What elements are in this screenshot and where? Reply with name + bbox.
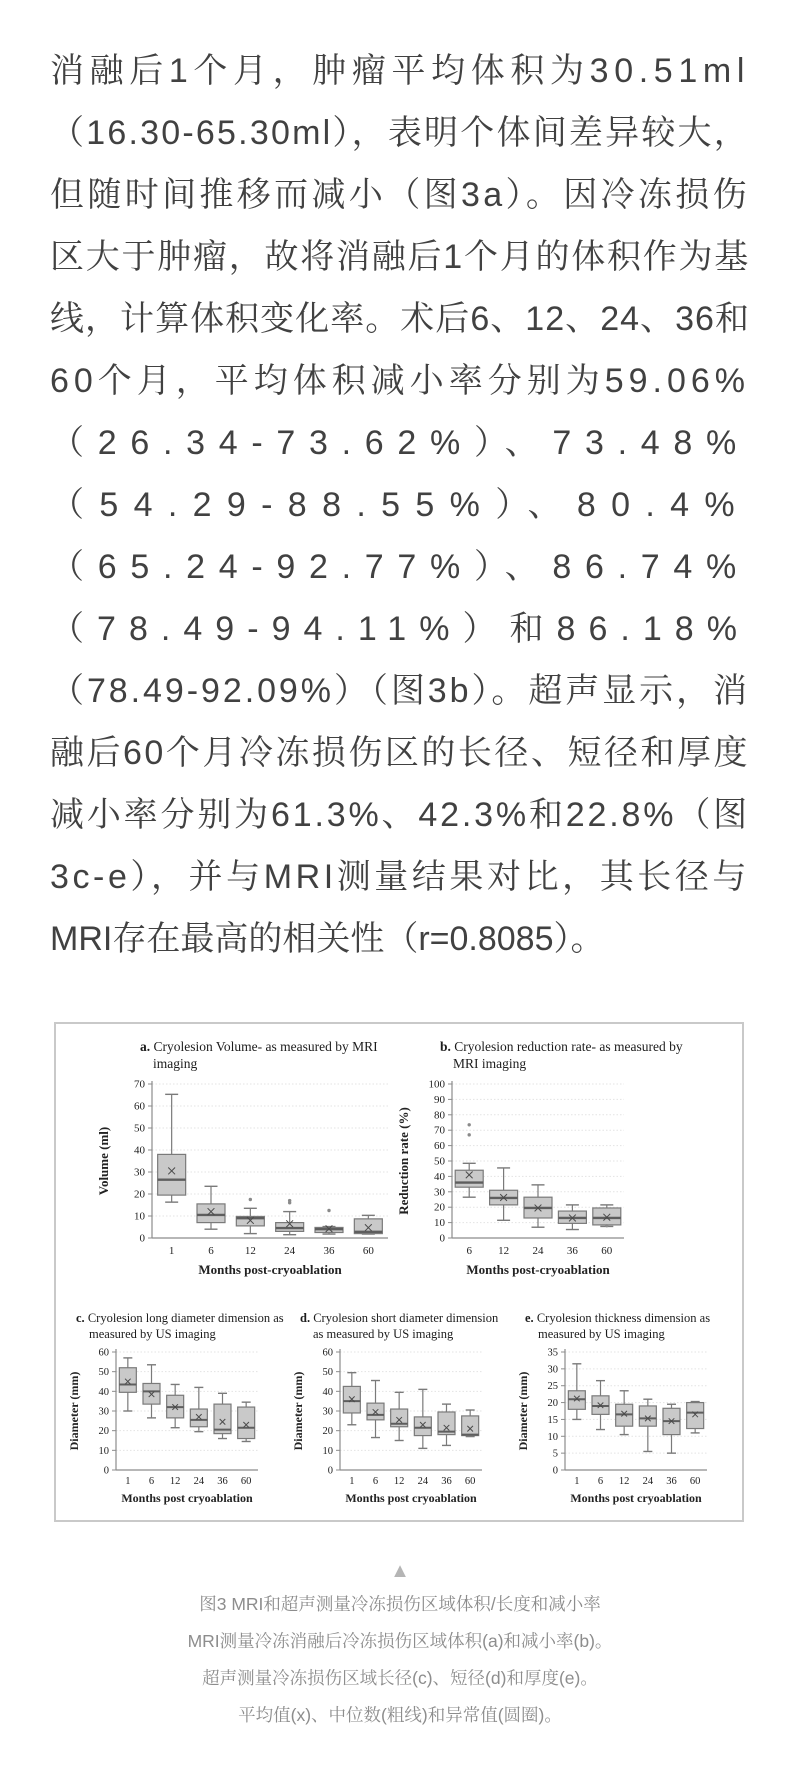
body-paragraph (50, 40, 750, 970)
panel-title: c. Cryolesion long diameter dimension as measured by US imaging (76, 1311, 284, 1341)
svg-text:12: 12 (244, 1245, 256, 1257)
svg-text:24: 24 (642, 1476, 654, 1487)
svg-text:0: 0 (103, 1465, 109, 1477)
svg-text:36: 36 (666, 1476, 677, 1487)
panel-title: a. Cryolesion Volume- as measured by MRI imaging (140, 1039, 378, 1071)
paragraph-line: （78.49-92.09%）（图3b）。超声显示，消 (50, 672, 750, 710)
figure-caption (0, 1548, 800, 1734)
svg-text:0: 0 (439, 1232, 445, 1245)
svg-text:12: 12 (169, 1476, 181, 1487)
svg-text:10: 10 (434, 1217, 445, 1230)
svg-text:60: 60 (601, 1245, 613, 1257)
paragraph-line: （26.34-73.62%）、73.48% (50, 424, 750, 462)
svg-text:12: 12 (618, 1476, 630, 1487)
svg-text:Months post cryoablation: Months post cryoablation (345, 1491, 477, 1505)
svg-text:50: 50 (98, 1367, 109, 1379)
paragraph-line: （78.49-94.11%）和86.18% (50, 610, 750, 648)
boxplot-panel-c (64, 1310, 286, 1511)
svg-text:40: 40 (322, 1386, 333, 1398)
panel-title: b. Cryolesion reduction rate- as measured by MRI imaging (440, 1039, 683, 1071)
paragraph-line: 3c-e），并与MRI测量结果对比，其长径与 (50, 858, 750, 896)
svg-text:36: 36 (217, 1476, 228, 1487)
svg-text:15: 15 (547, 1414, 558, 1426)
svg-text:24: 24 (193, 1476, 205, 1487)
boxplot-svg (392, 1078, 692, 1284)
svg-text:30: 30 (547, 1364, 558, 1376)
panel-title: d. Cryolesion short diameter dimension as measured by US imaging (300, 1311, 499, 1341)
svg-text:1: 1 (168, 1245, 175, 1257)
svg-text:60: 60 (464, 1476, 476, 1487)
panel-title: e. Cryolesion thickness dimension as measured by US imaging (525, 1311, 711, 1341)
svg-text:Diameter (mm): Diameter (mm) (516, 1371, 530, 1451)
boxplot-svg (64, 1347, 286, 1511)
svg-text:6: 6 (466, 1245, 472, 1257)
svg-text:60: 60 (322, 1347, 333, 1359)
svg-text:20: 20 (134, 1188, 145, 1201)
svg-text:20: 20 (322, 1426, 333, 1438)
paragraph-line: 消融后1个月，肿瘤平均体积为30.51ml (50, 52, 750, 90)
svg-text:Months post-cryoablation: Months post-cryoablation (466, 1262, 610, 1277)
svg-text:35: 35 (547, 1347, 558, 1359)
svg-text:6: 6 (372, 1476, 379, 1487)
paragraph-line: 融后60个月冷冻损伤区的长径、短径和厚度 (50, 734, 750, 772)
svg-text:20: 20 (434, 1201, 445, 1214)
svg-text:Months post-cryoablation: Months post-cryoablation (198, 1262, 342, 1277)
svg-text:Reduction rate (%): Reduction rate (%) (396, 1107, 411, 1215)
svg-text:60: 60 (434, 1140, 445, 1153)
svg-text:10: 10 (98, 1445, 109, 1457)
svg-text:6: 6 (208, 1245, 214, 1257)
svg-text:6: 6 (148, 1476, 155, 1487)
svg-text:30: 30 (98, 1406, 109, 1418)
svg-text:30: 30 (134, 1166, 145, 1179)
caption-line: 图3 MRI和超声测量冷冻损伤区域体积/长度和减小率 (199, 1594, 601, 1614)
paragraph-line: 60个月，平均体积减小率分别为59.06% (50, 362, 750, 400)
svg-text:60: 60 (240, 1476, 252, 1487)
svg-text:24: 24 (417, 1476, 429, 1487)
svg-text:24: 24 (532, 1245, 544, 1257)
caption-line: 平均值(x)、中位数(粗线)和异常值(圆圈)。 (238, 1705, 562, 1725)
svg-text:60: 60 (362, 1245, 374, 1257)
boxplot-svg (92, 1078, 408, 1284)
boxplot-svg (513, 1347, 735, 1511)
svg-text:50: 50 (434, 1155, 445, 1168)
svg-text:90: 90 (434, 1093, 445, 1106)
boxplot-panel-a (92, 1038, 408, 1284)
paragraph-line: 减小率分别为61.3%、42.3%和22.8%（图 (50, 796, 750, 834)
svg-text:20: 20 (547, 1398, 558, 1410)
svg-text:40: 40 (98, 1386, 109, 1398)
svg-text:5: 5 (552, 1448, 558, 1460)
svg-text:Months post cryoablation: Months post cryoablation (570, 1491, 702, 1505)
paragraph-line: 区大于肿瘤，故将消融后1个月的体积作为基 (50, 238, 750, 276)
paragraph-line: （16.30-65.30ml），表明个体间差异较大， (50, 114, 750, 152)
boxplot-svg (288, 1347, 510, 1511)
svg-text:12: 12 (498, 1245, 510, 1257)
boxplot-panel-b (392, 1038, 692, 1284)
caption-line: 超声测量冷冻损伤区域长径(c)、短径(d)和厚度(e)。 (202, 1668, 598, 1688)
boxplot-panel-d (288, 1310, 510, 1511)
svg-text:0: 0 (327, 1465, 333, 1477)
svg-text:70: 70 (134, 1078, 145, 1091)
paragraph-line: 线，计算体积变化率。术后6、12、24、36和 (50, 300, 750, 338)
svg-text:60: 60 (134, 1100, 145, 1113)
svg-text:10: 10 (547, 1431, 558, 1443)
svg-text:Volume (ml): Volume (ml) (96, 1126, 111, 1196)
svg-text:40: 40 (134, 1144, 145, 1157)
svg-text:60: 60 (98, 1347, 109, 1359)
svg-text:6: 6 (597, 1476, 604, 1487)
svg-text:Diameter (mm): Diameter (mm) (67, 1371, 81, 1451)
svg-text:36: 36 (566, 1245, 578, 1257)
svg-text:80: 80 (434, 1109, 445, 1122)
collapse-triangle-icon: ▲ (390, 1560, 410, 1582)
svg-text:Months post cryoablation: Months post cryoablation (121, 1491, 253, 1505)
paragraph-line: （54.29-88.55%）、80.4% (50, 486, 750, 524)
paragraph-line: 但随时间推移而减小（图3a）。因冷冻损伤 (50, 176, 750, 214)
svg-text:24: 24 (284, 1245, 296, 1257)
boxplot-panel-e (513, 1310, 735, 1511)
svg-text:100: 100 (428, 1078, 445, 1091)
svg-text:10: 10 (134, 1210, 145, 1223)
svg-text:36: 36 (441, 1476, 452, 1487)
svg-text:1: 1 (574, 1476, 580, 1487)
svg-text:20: 20 (98, 1426, 109, 1438)
svg-text:25: 25 (547, 1381, 558, 1393)
svg-text:40: 40 (434, 1170, 445, 1183)
svg-text:60: 60 (689, 1476, 701, 1487)
svg-text:50: 50 (134, 1122, 145, 1135)
caption-line: MRI测量冷冻消融后冷冻损伤区域体积(a)和减小率(b)。 (187, 1631, 613, 1651)
svg-text:Diameter (mm): Diameter (mm) (291, 1371, 305, 1451)
svg-text:36: 36 (323, 1245, 335, 1257)
svg-text:1: 1 (349, 1476, 355, 1487)
svg-text:30: 30 (322, 1406, 333, 1418)
svg-text:50: 50 (322, 1367, 333, 1379)
paragraph-line: （65.24-92.77%）、86.74% (50, 548, 750, 586)
paragraph-line: MRI存在最高的相关性（r=0.8085）。 (50, 920, 605, 958)
svg-text:10: 10 (322, 1445, 333, 1457)
svg-text:30: 30 (434, 1186, 445, 1199)
figure-3 (54, 1022, 744, 1522)
svg-text:1: 1 (125, 1476, 131, 1487)
svg-text:12: 12 (393, 1476, 405, 1487)
svg-text:0: 0 (552, 1465, 558, 1477)
svg-text:0: 0 (139, 1232, 145, 1245)
svg-text:70: 70 (434, 1124, 445, 1137)
